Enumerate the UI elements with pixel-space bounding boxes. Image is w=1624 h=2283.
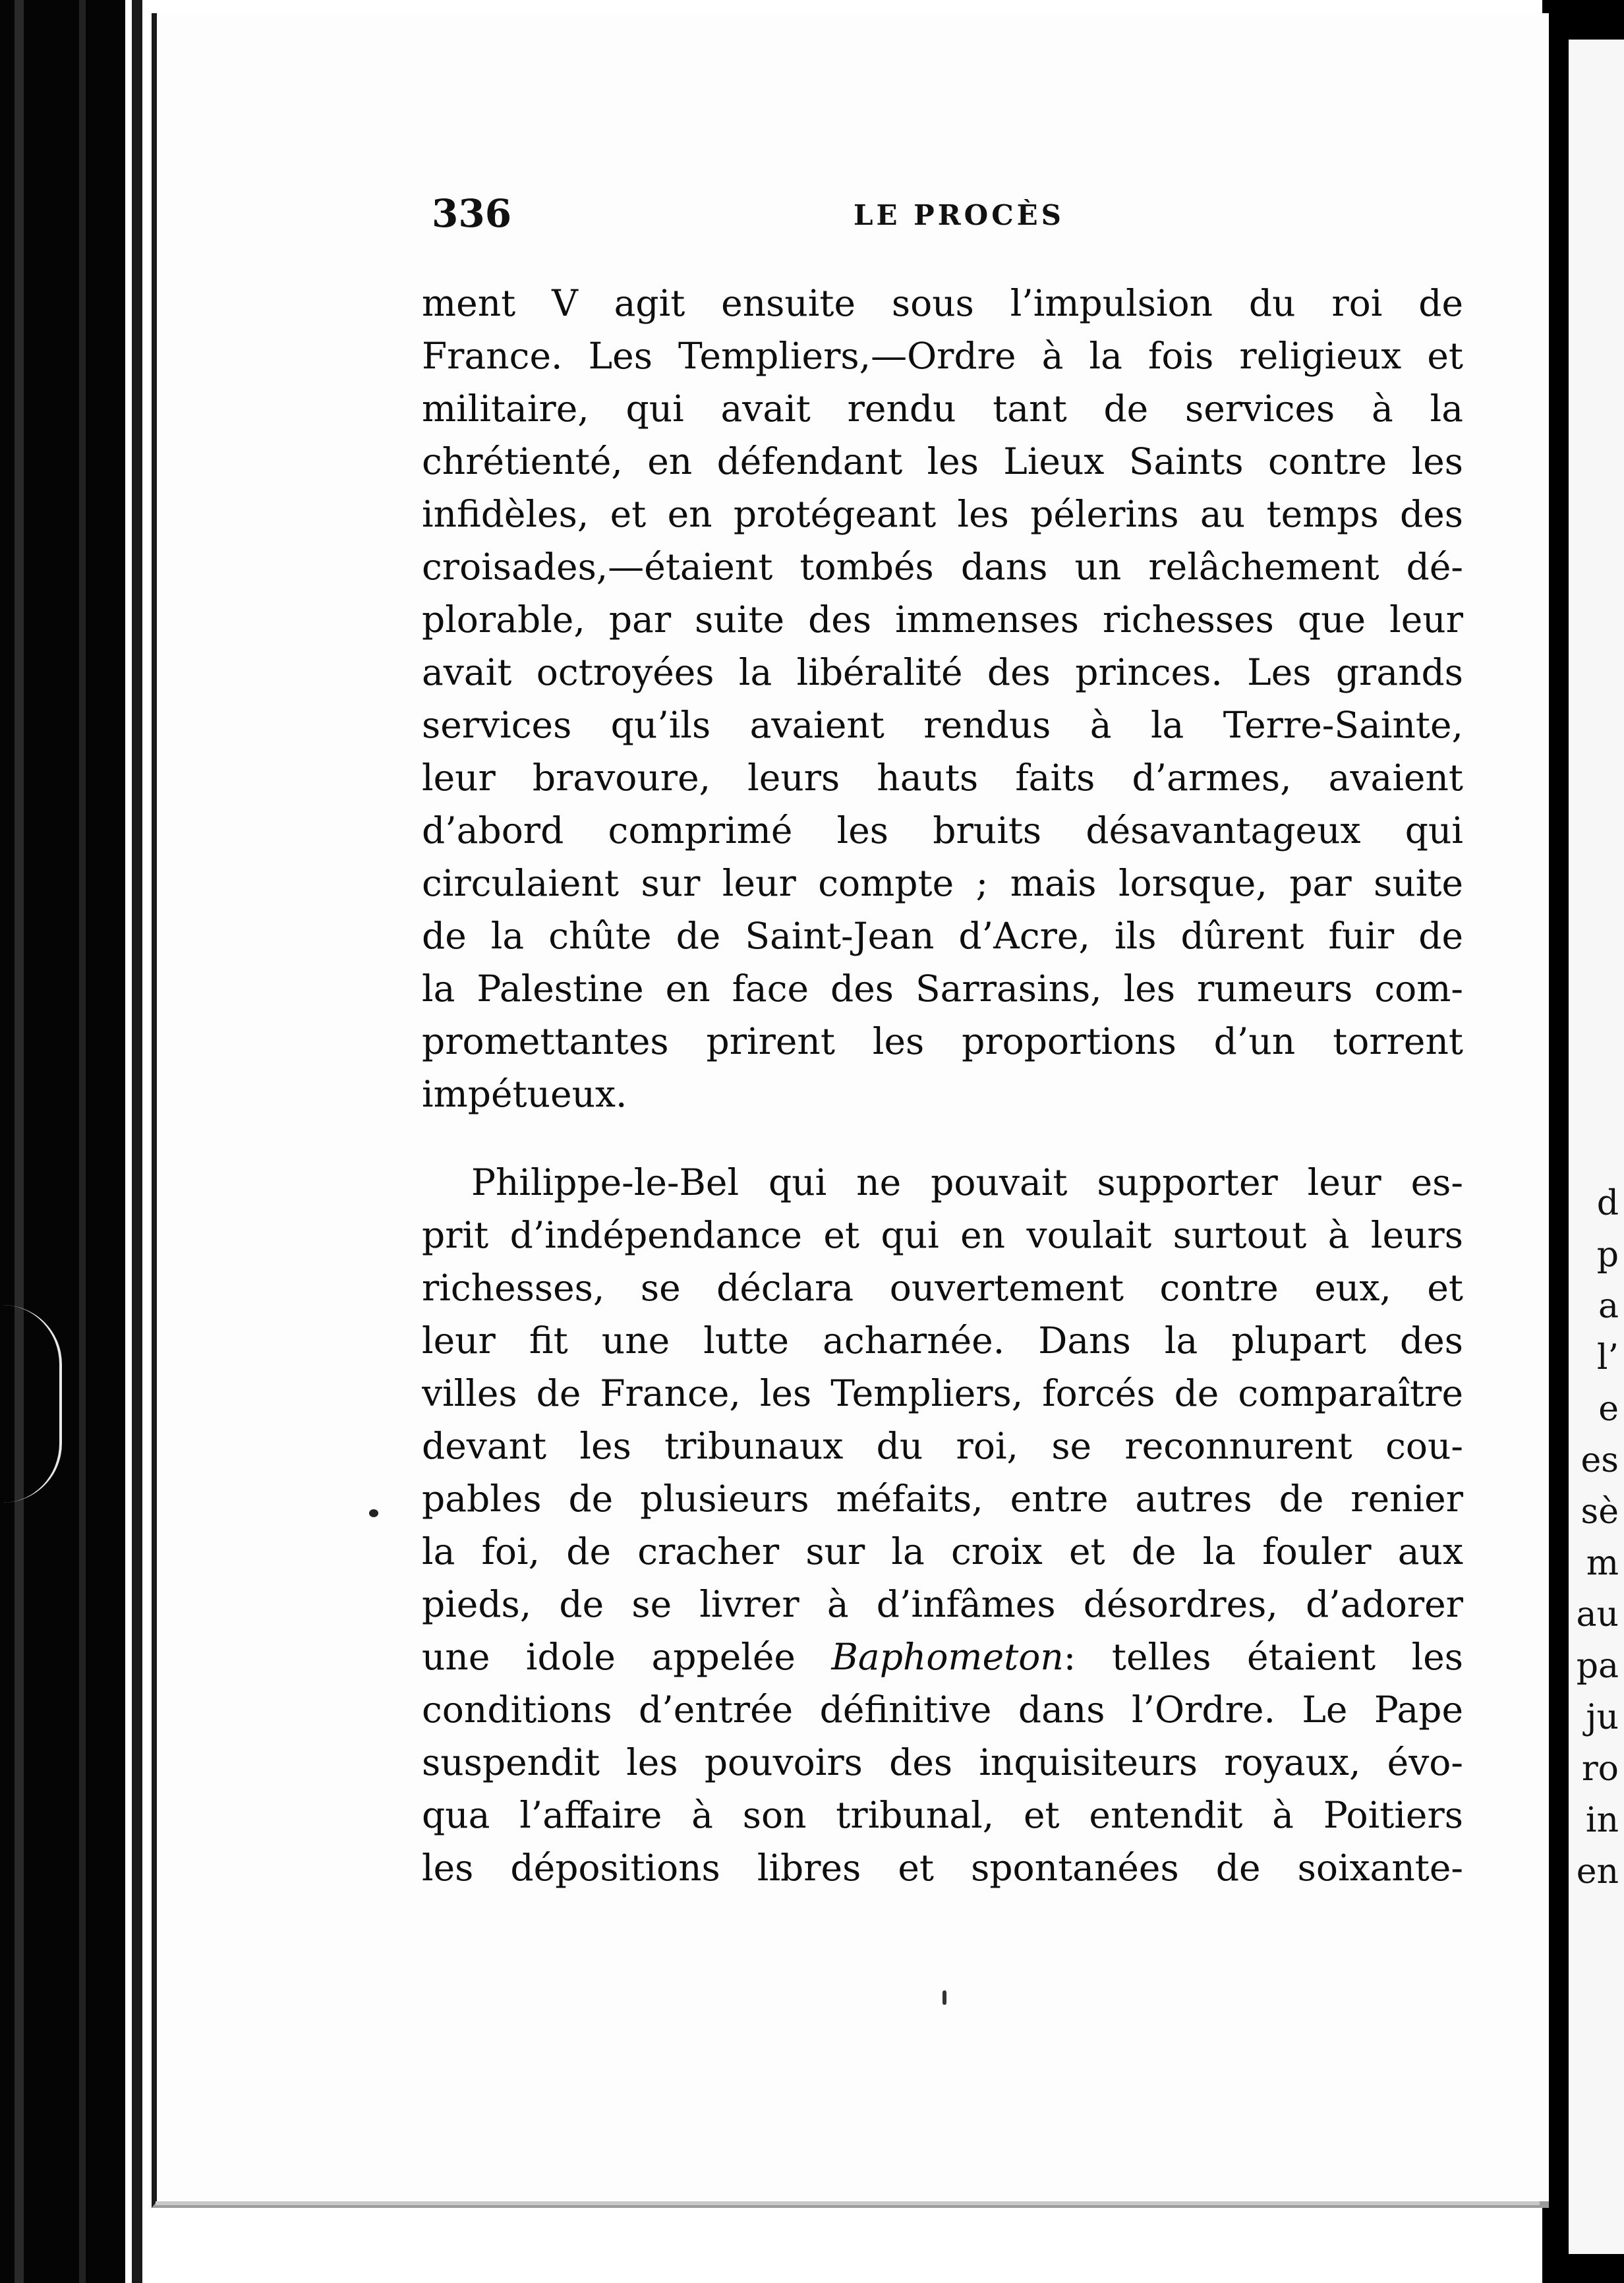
text-line: infidèles, et en protégeant les pélerins au temps des [422, 493, 1463, 535]
text-line: promettantes prirent les proportions d’un torrent [422, 1020, 1463, 1062]
paragraph [422, 277, 1463, 1120]
gutter-stripe [132, 0, 142, 2283]
page-bottom-edge [156, 2201, 1540, 2205]
facing-page-fragment: e [1598, 1389, 1619, 1429]
stray-ink-dot [369, 1509, 378, 1517]
facing-page-fragment: in [1585, 1801, 1619, 1840]
text-line: d’abord comprimé les bruits désavantageux qui [422, 809, 1463, 852]
facing-page-fragment: es [1580, 1441, 1619, 1480]
text-line: impétueux. [422, 1073, 627, 1115]
running-head [432, 191, 1466, 237]
facing-page-fragment: en [1576, 1852, 1619, 1892]
italic-term: Baphometon [831, 1636, 1064, 1678]
text-segment: : telles étaient les [1063, 1636, 1463, 1678]
text-line-with-italic [422, 1631, 1463, 1683]
text-line: France. Les Templiers,—Ordre à la fois religieux et [422, 335, 1463, 377]
facing-page-fragment: d [1596, 1184, 1619, 1223]
text-line: circulaient sur leur compte ; mais lorsque, par suite [422, 862, 1463, 904]
text-line: croisades,—étaient tombés dans un relâchement dé- [422, 546, 1463, 588]
text-line: la foi, de cracher sur la croix et de la fouler aux [422, 1530, 1463, 1573]
text-line: leur bravoure, leurs hauts faits d’armes, avaient [422, 757, 1463, 799]
text-segment: une idole appelée [422, 1636, 832, 1678]
facing-page-fragment: pa [1576, 1646, 1619, 1686]
text-line: conditions d’entrée définitive dans l’Ordre. Le Pape [422, 1689, 1463, 1731]
stray-ink-mark [942, 1990, 946, 2005]
text-line: richesses, se déclara ouvertement contre eux, et [422, 1267, 1463, 1309]
facing-page-fragment: ju [1586, 1698, 1619, 1737]
gutter-curve-artifact [0, 1305, 62, 1503]
facing-page-fragment: a [1598, 1286, 1619, 1326]
paragraph [422, 1156, 1463, 1894]
page-number: 336 [432, 191, 512, 236]
facing-page-fragment: m [1586, 1544, 1619, 1583]
text-line: chrétienté, en défendant les Lieux Saints contre les [422, 440, 1463, 482]
text-line: plorable, par suite des immenses richesses que leur [422, 598, 1463, 641]
text-line: de la chûte de Saint-Jean d’Acre, ils dûrent fuir de [422, 915, 1463, 957]
text-line: leur fit une lutte acharnée. Dans la plupart des [422, 1319, 1463, 1362]
text-line: villes de France, les Templiers, forcés de comparaître [422, 1372, 1463, 1414]
text-line: la Palestine en face des Sarrasins, les rumeurs com- [422, 968, 1463, 1010]
text-line: prit d’indépendance et qui en voulait surtout à leurs [422, 1214, 1463, 1256]
text-line: les dépositions libres et spontanées de soixante- [422, 1847, 1463, 1889]
facing-page-sliver [1569, 40, 1624, 2254]
gutter-stripe [79, 0, 86, 2283]
text-line: services qu’ils avaient rendus à la Terre-Sainte, [422, 704, 1463, 746]
gutter-stripe [14, 0, 24, 2283]
text-line: pieds, de se livrer à d’infâmes désordres, d’adorer [422, 1583, 1463, 1625]
text-line: pables de plusieurs méfaits, entre autres de renier [422, 1478, 1463, 1520]
running-head-title: LE PROCÈS [854, 199, 1065, 231]
facing-page-fragment: l’ [1596, 1338, 1619, 1377]
text-line: suspendit les pouvoirs des inquisiteurs royaux, évo- [422, 1741, 1463, 1783]
text-line: militaire, qui avait rendu tant de services à la [422, 388, 1463, 430]
text-line: devant les tribunaux du roi, se reconnurent cou- [422, 1425, 1463, 1467]
text-line: qua l’affaire à son tribunal, et entendit à Poitiers [422, 1794, 1463, 1836]
paragraph-gap [422, 1120, 1463, 1156]
facing-page-fragment: p [1596, 1235, 1619, 1275]
text-line: Philippe-le-Bel qui ne pouvait supporter leur es- [471, 1161, 1463, 1203]
facing-page-fragment: sè [1580, 1492, 1619, 1532]
facing-page-fragment: ro [1581, 1749, 1619, 1789]
body-text [422, 277, 1463, 1894]
text-line: ment V agit ensuite sous l’impulsion du roi de [422, 282, 1463, 324]
text-line: avait octroyées la libéralité des princes. Les grands [422, 651, 1463, 693]
facing-page-fragment: au [1576, 1595, 1619, 1634]
